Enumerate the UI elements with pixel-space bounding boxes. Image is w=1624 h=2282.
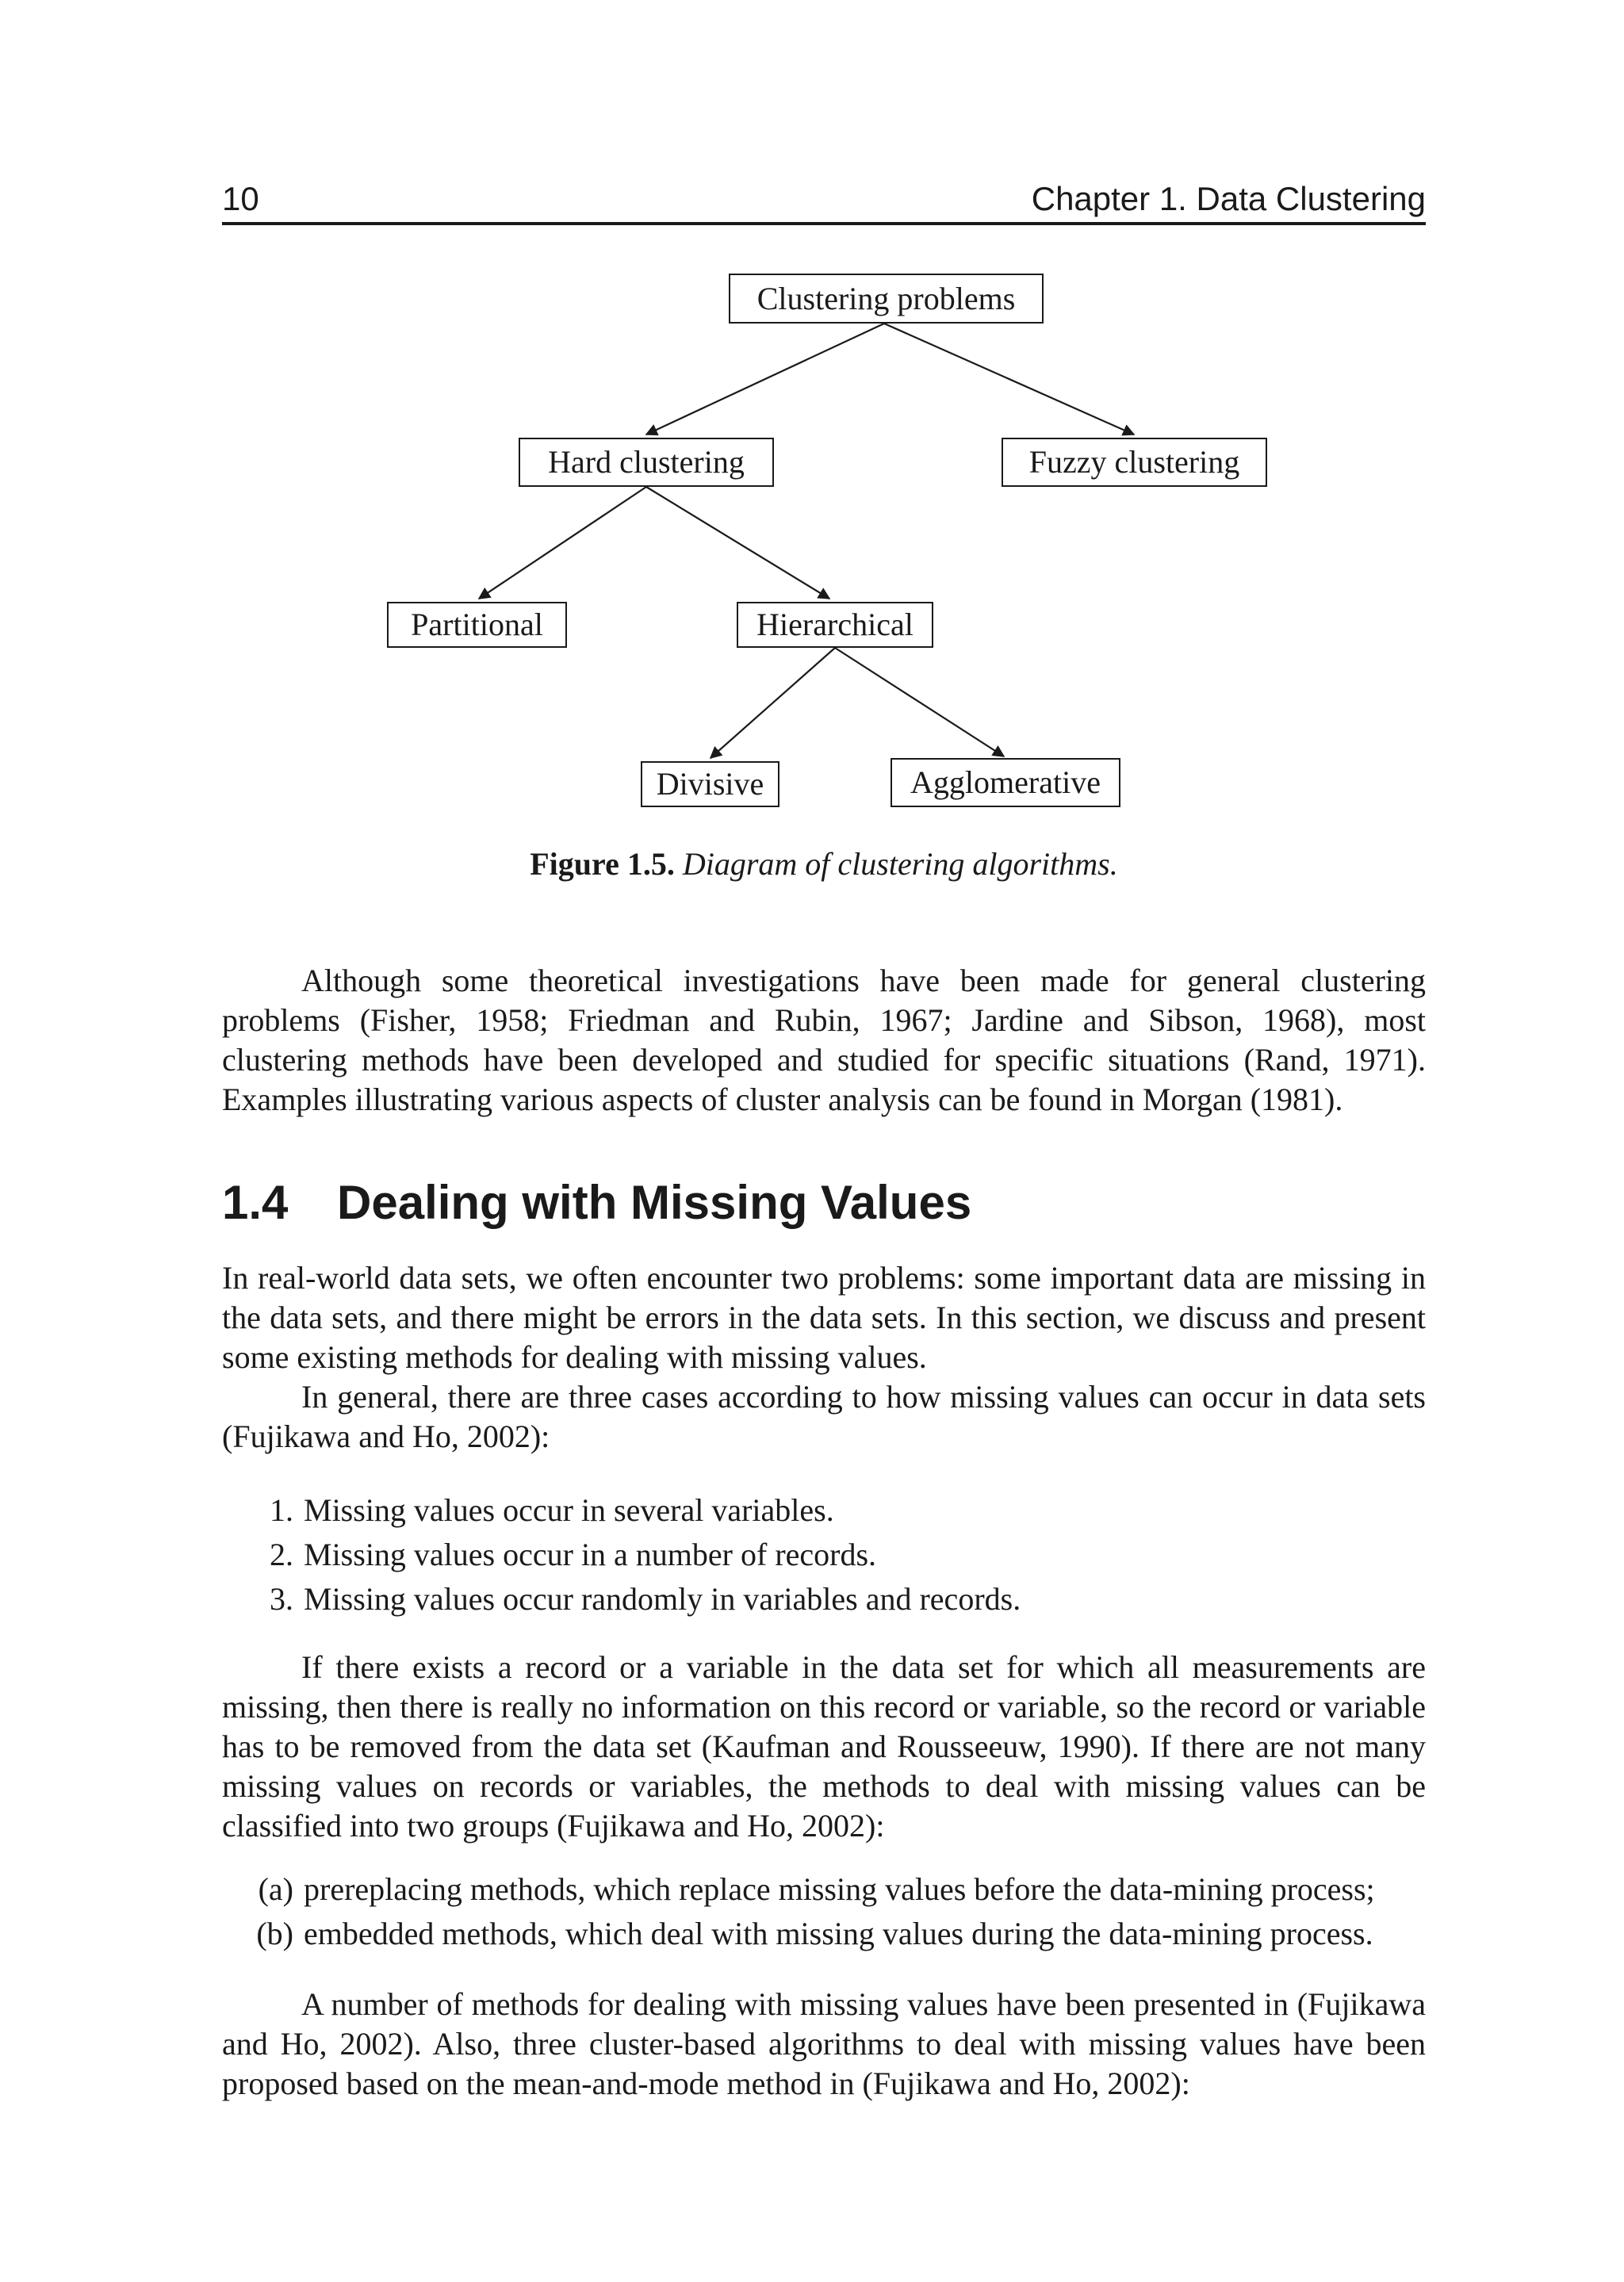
list-marker: (a) bbox=[258, 1871, 293, 1907]
list-marker: (b) bbox=[256, 1916, 293, 1951]
node-hard-clustering: Hard clustering bbox=[519, 438, 774, 487]
node-fuzzy-clustering: Fuzzy clustering bbox=[1002, 438, 1267, 487]
list-item bbox=[222, 1577, 1426, 1622]
node-hierarchical: Hierarchical bbox=[737, 602, 933, 648]
paragraph-missing-values-intro: In real-world data sets, we often encounter two problems: some important data are missing in the data sets, and there might be errors in the data sets. In this section, we discuss and present some existing methods for dealing with missing values. bbox=[222, 1260, 1426, 1375]
list-item bbox=[222, 1488, 1426, 1533]
section-heading bbox=[222, 1170, 1426, 1236]
list-item bbox=[222, 1867, 1426, 1912]
lettered-list-methods bbox=[222, 1867, 1426, 1956]
section-title: Dealing with Missing Values bbox=[337, 1176, 972, 1229]
list-marker: 3. bbox=[270, 1581, 293, 1617]
figure-caption bbox=[222, 840, 1426, 888]
list-item-text: Missing values occur in several variables. bbox=[304, 1492, 834, 1528]
list-item-text: Missing values occur in a number of records. bbox=[304, 1537, 877, 1572]
list-item bbox=[222, 1912, 1426, 1956]
list-marker: 1. bbox=[270, 1492, 293, 1528]
edge-root-hard bbox=[646, 324, 884, 435]
node-divisive: Divisive bbox=[641, 761, 779, 807]
list-item-text: Missing values occur randomly in variables and records. bbox=[304, 1581, 1021, 1617]
paragraph-general-clustering: Although some theoretical investigations have been made for general clustering problems (Fisher, 1958; Friedman and Rubin, 1967; Jardine and Sibson, 1968), most clustering methods have been developed and studied for specific situations (Rand, 1971). Examples illustrating various aspects of cluster analysis can be found in Morgan (1981). bbox=[222, 963, 1426, 1117]
numbered-list-cases bbox=[222, 1488, 1426, 1622]
node-clustering-problems: Clustering problems bbox=[729, 274, 1044, 324]
paragraph-removal: If there exists a record or a variable in the data set for which all measurements are missing, then there is really no information on this record or variable, so the record or variable has to be removed from the data set (Kaufman and Rousseeuw, 1990). If there are not many missing values on records or variables, the methods to deal with missing values can be classified into two groups (Fujikawa and Ho, 2002): bbox=[222, 1649, 1426, 1844]
figure-caption-label: Figure 1.5. bbox=[530, 846, 675, 882]
edge-root-fuzzy bbox=[884, 324, 1134, 435]
diagram-edges bbox=[0, 0, 1624, 840]
list-marker: 2. bbox=[270, 1537, 293, 1572]
section-number: 1.4 bbox=[222, 1176, 289, 1229]
list-item-text: prereplacing methods, which replace missing values before the data-mining process; bbox=[304, 1871, 1375, 1907]
edge-hard-hierarchical bbox=[646, 487, 829, 599]
paragraph-three-cases: In general, there are three cases according to how missing values can occur in data sets (Fujikawa and Ho, 2002): bbox=[222, 1379, 1426, 1454]
edge-hierarchical-agglomerative bbox=[835, 648, 1004, 756]
edge-hierarchical-divisive bbox=[710, 648, 835, 758]
chapter-title: Chapter 1. Data Clustering bbox=[1031, 180, 1426, 217]
paragraph-methods-presented: A number of methods for dealing with missing values have been presented in (Fujikawa and Ho, 2002). Also, three cluster-based algorithms to deal with missing values have been proposed based on the mean-and-mode method in (Fujikawa and Ho, 2002): bbox=[222, 1986, 1426, 2101]
figure-caption-text: Diagram of clustering algorithms. bbox=[682, 846, 1118, 882]
list-item bbox=[222, 1533, 1426, 1577]
list-item-text: embedded methods, which deal with missing values during the data-mining process. bbox=[304, 1916, 1373, 1951]
page-number: 10 bbox=[222, 180, 259, 217]
node-agglomerative: Agglomerative bbox=[891, 758, 1120, 807]
clustering-diagram bbox=[0, 0, 1624, 840]
node-partitional: Partitional bbox=[387, 602, 567, 648]
edge-hard-partitional bbox=[479, 487, 646, 599]
